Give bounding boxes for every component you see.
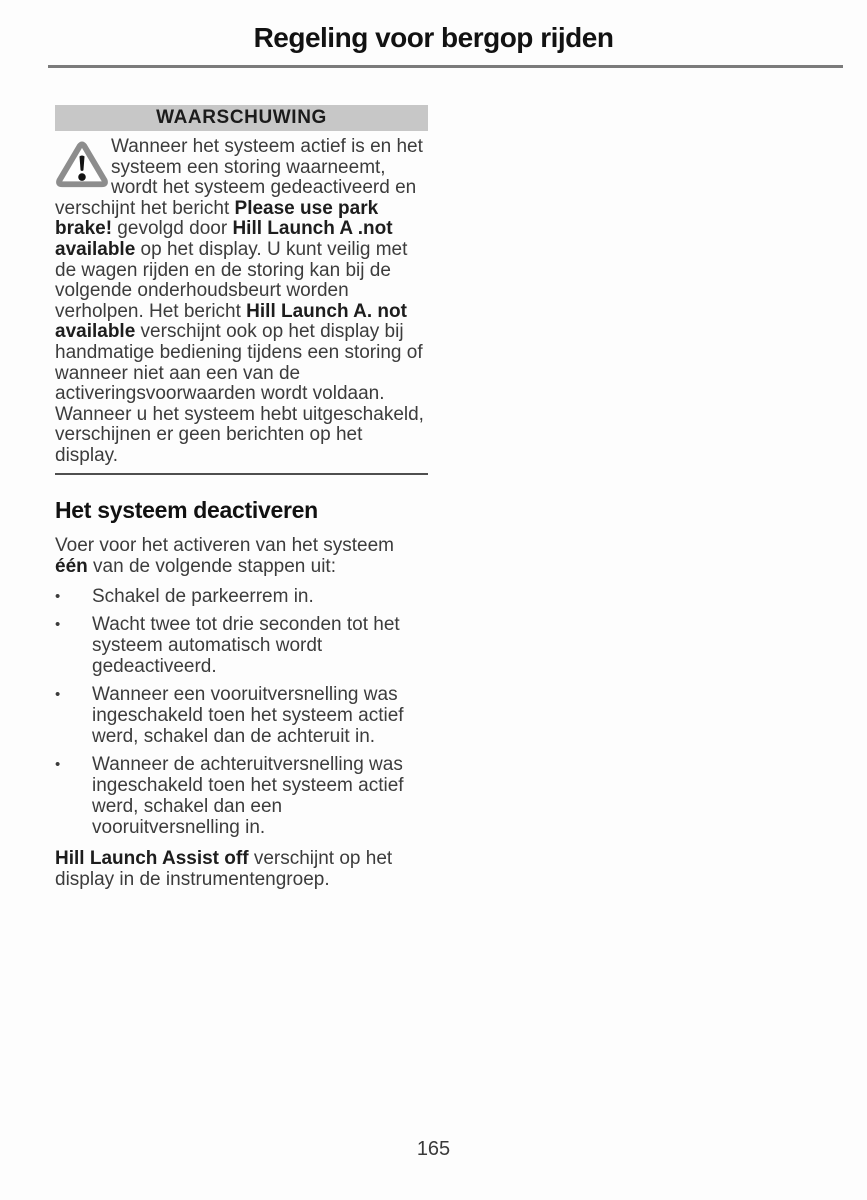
warning-triangle-icon (55, 139, 111, 197)
title-divider (48, 65, 843, 68)
warning-header: WAARSCHUWING (55, 105, 428, 131)
list-item-text: Wanneer een vooruitversnelling was ingeschakeld toen het systeem actief werd, schakel dan de achteruit in. (92, 683, 404, 747)
list-item (55, 614, 428, 677)
list-item-text: Wanneer de achteruitversnelling was ingeschakeld toen het systeem actief werd, schakel dan een vooruitversnelling in. (92, 753, 404, 838)
content-column (55, 105, 428, 890)
page-number: 165 (416, 1138, 451, 1160)
list-item-text: Wacht twee tot drie seconden tot het systeem automatisch wordt gedeactiveerd. (92, 613, 400, 677)
warning-text: Wanneer het systeem actief is en het systeem een storing waarneemt, wordt het systeem gedeactiveerd en verschijnt het bericht Please use park brake! gevolgd door Hill Launch A .not available op het display. U kunt veilig met de wagen rijden en de storing kan bij de volgende onderhoudsbeurt worden verholpen. Het bericht Hill Launch A. not available verschijnt ook op het display bij handmatige bediening tijdens een storing of wanneer niet aan een van de activeringsvoorwaarden wordt voldaan. Wanneer u het systeem hebt uitgeschakeld, verschijnen er geen berichten op het display. (55, 136, 424, 466)
section-heading: Het systeem deactiveren (55, 496, 318, 523)
steps-list (55, 586, 428, 838)
page-title: Regeling voor bergop rijden (253, 22, 614, 53)
bullet-dot: • (55, 615, 61, 633)
list-item (55, 754, 428, 838)
bullet-dot: • (55, 755, 61, 773)
intro-paragraph: Voer voor het activeren van het systeem één van de volgende stappen uit: (55, 534, 395, 577)
closing-paragraph: Hill Launch Assist off verschijnt op het display in de instrumentengroep. (55, 847, 393, 890)
bullet-dot: • (55, 587, 61, 605)
warning-box (55, 105, 428, 475)
list-item (55, 586, 428, 607)
list-item (55, 684, 428, 747)
warning-divider (55, 473, 428, 475)
list-item-text: Schakel de parkeerrem in. (92, 585, 314, 607)
bullet-dot: • (55, 685, 61, 703)
warning-paragraph (55, 137, 428, 467)
